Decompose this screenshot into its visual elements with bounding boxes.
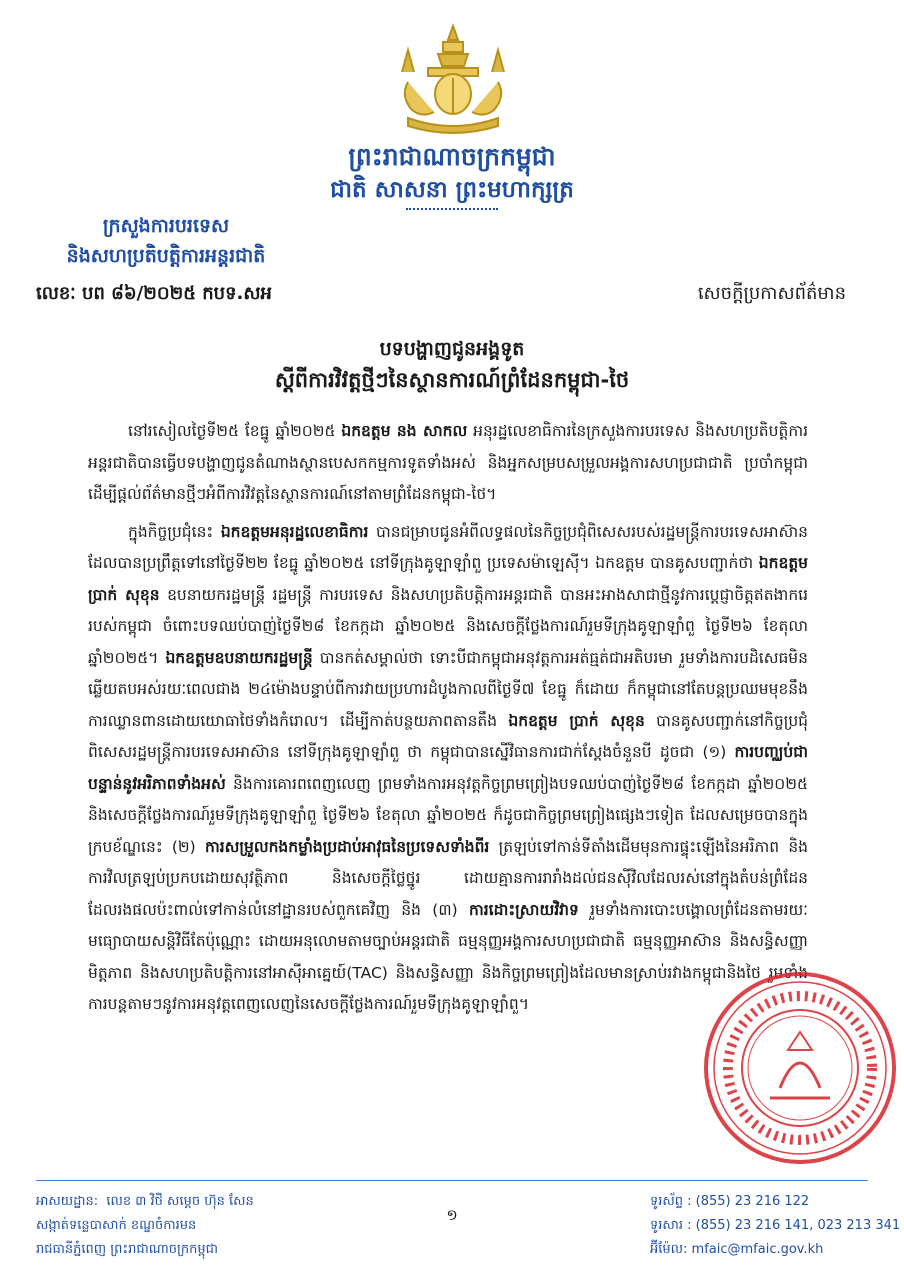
p2-run-7: ឯកឧត្តម ប្រាក់ សុខុន: [508, 711, 645, 730]
p1-run-2: អនុរដ្ឋលេខាធិការនៃក្រសួងការបរទេស និងសហប្រតិបត្តិការអន្តរជាតិបានធ្វើបទបង្ហាញជូនតំណាងស្ថានបេសកកម្មការទូតទាំងអស់ និងអ្នកសម្របសម្រួលអង្គការសហប្រជាជាតិ ប្រចាំកម្ពុជាដើម្បីផ្តល់ព័ត៌មានថ្មីៗអំពីការវិវត្តនៃស្ថានការណ៍នៅតាមព្រំដែនកម្ពុជា-ថៃ។: [88, 422, 808, 503]
page-number: ១: [446, 1206, 458, 1224]
address-line3: រាជធានីភ្នំពេញ ព្រះរាជាណាចក្រកម្ពុជា: [36, 1242, 218, 1257]
p2-run-2: បានជម្រាបជូនអំពីលទ្ធផលនៃកិច្ចប្រជុំពិសេសរបស់រដ្ឋមន្ត្រីការបរទេសអាស៊ាន ដែលបានប្រព្រឹត្តទៅនៅថ្ងៃទី២២ ខែធ្នូ ឆ្នាំ២០២៥ នៅទីក្រុងគូឡាឡាំពួ ប្រទេសម៉ាឡេស៊ី។ ឯកឧត្តម បានគូសបញ្ជាក់ថា: [88, 522, 808, 572]
ministry-name-line2: និងសហប្រតិបត្តិការអន្តរជាតិ: [66, 245, 266, 267]
address-line1: លេខ ៣ វិថី សម្តេច ហ៊ុន សែន: [106, 1194, 254, 1209]
document-title-line2: ស្ដីពីការវិវត្តថ្មីៗនៃស្ថានការណ៍ព្រំដែនកម្ពុជា-ថៃ: [274, 368, 630, 392]
p2-run-14: រួមទាំងការបោះបង្គោលព្រំដែនតាមរយៈមធ្យោបាយសន្តិវិធីតែប៉ុណ្ណោះ ដោយអនុលោមតាមច្បាប់អន្តរជាតិ ធម្មនុញ្ញអង្គការសហប្រជាជាតិ ធម្មនុញ្ញអាស៊ាន និងសន្ធិសញ្ញាមិត្តភាព និងសហប្រតិបត្តិការនៅអាស៊ីអាគ្នេយ៍(TAC) និងសន្ធិសញ្ញា និងកិច្ចព្រមព្រៀងដែលមានស្រាប់រវាងកម្ពុជានិងថៃ រួមទាំងការបន្តតាមៗនូវការអនុវត្តពេញលេញនៃសេចក្តីថ្លែងការណ៍រួមទីក្រុងគូឡាឡាំពួ។: [88, 900, 808, 1013]
p2-run-5: ឯកឧត្តមឧបនាយករដ្ឋមន្ត្រី: [165, 648, 313, 667]
royal-coat-of-arms-icon: [388, 22, 518, 134]
footer-divider: [36, 1180, 868, 1181]
p2-run-0: ក្នុងកិច្ចប្រជុំនេះ: [128, 522, 221, 541]
paragraph-1: [88, 416, 808, 511]
p2-run-11: ការសម្រួលកងកម្លាំងប្រដាប់អាវុធនៃប្រទេសទាំងពីរ: [204, 837, 490, 856]
p1-run-0: នៅរសៀលថ្ងៃទី២៥ ខែធ្នូ ឆ្នាំ២០២៥: [128, 422, 342, 440]
motto-divider: [406, 208, 498, 210]
p2-run-13: ការដោះស្រាយវិវាទ: [468, 900, 579, 919]
ministry-name-line1: ក្រសួងការបរទេស: [102, 215, 230, 237]
address-label: អាសយដ្ឋាន:: [36, 1194, 99, 1209]
kingdom-heading: ព្រះរាជាណាចក្រកម្ពុជា: [348, 142, 556, 171]
document-body: [88, 416, 808, 1027]
p2-run-4: ឧបនាយករដ្ឋមន្ត្រី រដ្ឋមន្ត្រី ការបរទេស និងសហប្រតិបត្តិការអន្តរជាតិ បានអះអាងសាជាថ្មីនូវការប្តេជ្ញាចិត្តឥតងាករេរបស់កម្ពុជា ចំពោះបទឈប់បាញ់ថ្ងៃទី២៨ ខែកក្កដា ឆ្នាំ២០២៥ និងសេចក្តីថ្លែងការណ៍រួមទីក្រុងគូឡាឡាំពួ ថ្ងៃទី២៦ ខែតុលា ឆ្នាំ២០២៥។: [88, 585, 808, 667]
ministry-seal-icon: [700, 968, 900, 1168]
paragraph-2: [88, 517, 808, 1021]
p2-run-1: ឯកឧត្តមអនុរដ្ឋលេខាធិការ: [220, 522, 369, 541]
national-motto: ជាតិ សាសនា ព្រះមហាក្សត្រ: [330, 177, 574, 203]
email-link[interactable]: mfaic@mfaic.gov.kh: [691, 1242, 824, 1257]
p2-run-10: និងការគោរពពេញលេញ ព្រមទាំងការអនុវត្តកិច្ចព្រមព្រៀងបទឈប់បាញ់ថ្ងៃទី២៨ ខែកក្កដា ឆ្នាំ២០២៥ និងសេចក្តីថ្លែងការណ៍រួមទីក្រុងគូឡាឡាំពួ ថ្ងៃទី២៦ ខែតុលា ឆ្នាំ២០២៥ ក៏ដូចជាកិច្ចព្រមព្រៀងផ្សេងៗទៀត ដែលសម្រេចបានក្នុងក្របខ័ណ្ឌនេះ (២): [88, 774, 808, 856]
fax-label: ទូរសារ :: [650, 1218, 692, 1233]
email-label: អ៊ីម៉ែល:: [650, 1242, 688, 1257]
p2-run-6: បានកត់សម្គាល់ថា ទោះបីជាកម្ពុជាអនុវត្តការអត់ធ្មត់ជាអតិបរមា រួមទាំងការបដិសេធមិនឆ្លើយតបអស់រយៈពេលជាង ២៤ម៉ោងបន្ទាប់ពីការវាយប្រហារដំបូងកាលពីថ្ងៃទី៧ ខែធ្នូ ក៏ដោយ ក៏កម្ពុជានៅតែបន្តប្រឈមមុខនឹងការឈ្លានពានដោយយោធាថៃទាំងកំរោល។ ដើម្បីកាត់បន្ថយភាពតានតឹង: [88, 648, 808, 730]
p1-run-1: ឯកឧត្តម នង សាកល: [341, 422, 468, 440]
document-title-line1: បទបង្ហាញជូនអង្គទូត: [379, 338, 525, 360]
footer-contacts: [650, 1190, 900, 1262]
p2-run-12: ត្រឡប់ទៅកាន់ទីតាំងដើមមុនការផ្ទុះឡើងនៃអរិភាព និងការវិលត្រឡប់ប្រកបដោយសុវត្ថិភាព និងសេចក្តីថ្លៃថ្នូរ ដោយគ្មានការរារាំងដល់ជនស៊ីវិលដែលរស់នៅក្នុងតំបន់ព្រំដែនដែលរងផលប៉ះពាល់ទៅកាន់លំនៅដ្ឋានរបស់ពួកគេវិញ និង (៣): [88, 837, 808, 919]
phone-label: ទូរស័ព្ទ :: [650, 1194, 692, 1209]
p2-run-8: បានគូសបញ្ជាក់នៅកិច្ចប្រជុំពិសេសរដ្ឋមន្ត្រីការបរទេសអាស៊ាន នៅទីក្រុងគូឡាឡាំពួ ថា កម្ពុជាបានស្នើវិធានការជាក់ស្តែងចំនួនបី ដូចជា (១): [88, 711, 808, 761]
p2-run-9: ការបញ្ឈប់ជាបន្ទាន់នូវអរិភាពទាំងអស់: [88, 743, 808, 793]
phone-number: (855) 23 216 122: [695, 1194, 810, 1209]
fax-number: (855) 23 216 141, 023 213 341: [695, 1218, 901, 1233]
p2-run-3: ឯកឧត្តម ប្រាក់ សុខុន: [88, 554, 808, 604]
address-line2: សង្កាត់ទន្លេបាសាក់ ខណ្ឌចំការមន: [36, 1218, 197, 1233]
document-type: សេចក្ដីប្រកាសព័ត៌មាន: [697, 283, 846, 304]
reference-number: លេខៈ បព ៨៦/២០២៥ កបទ.សអ: [36, 283, 272, 304]
